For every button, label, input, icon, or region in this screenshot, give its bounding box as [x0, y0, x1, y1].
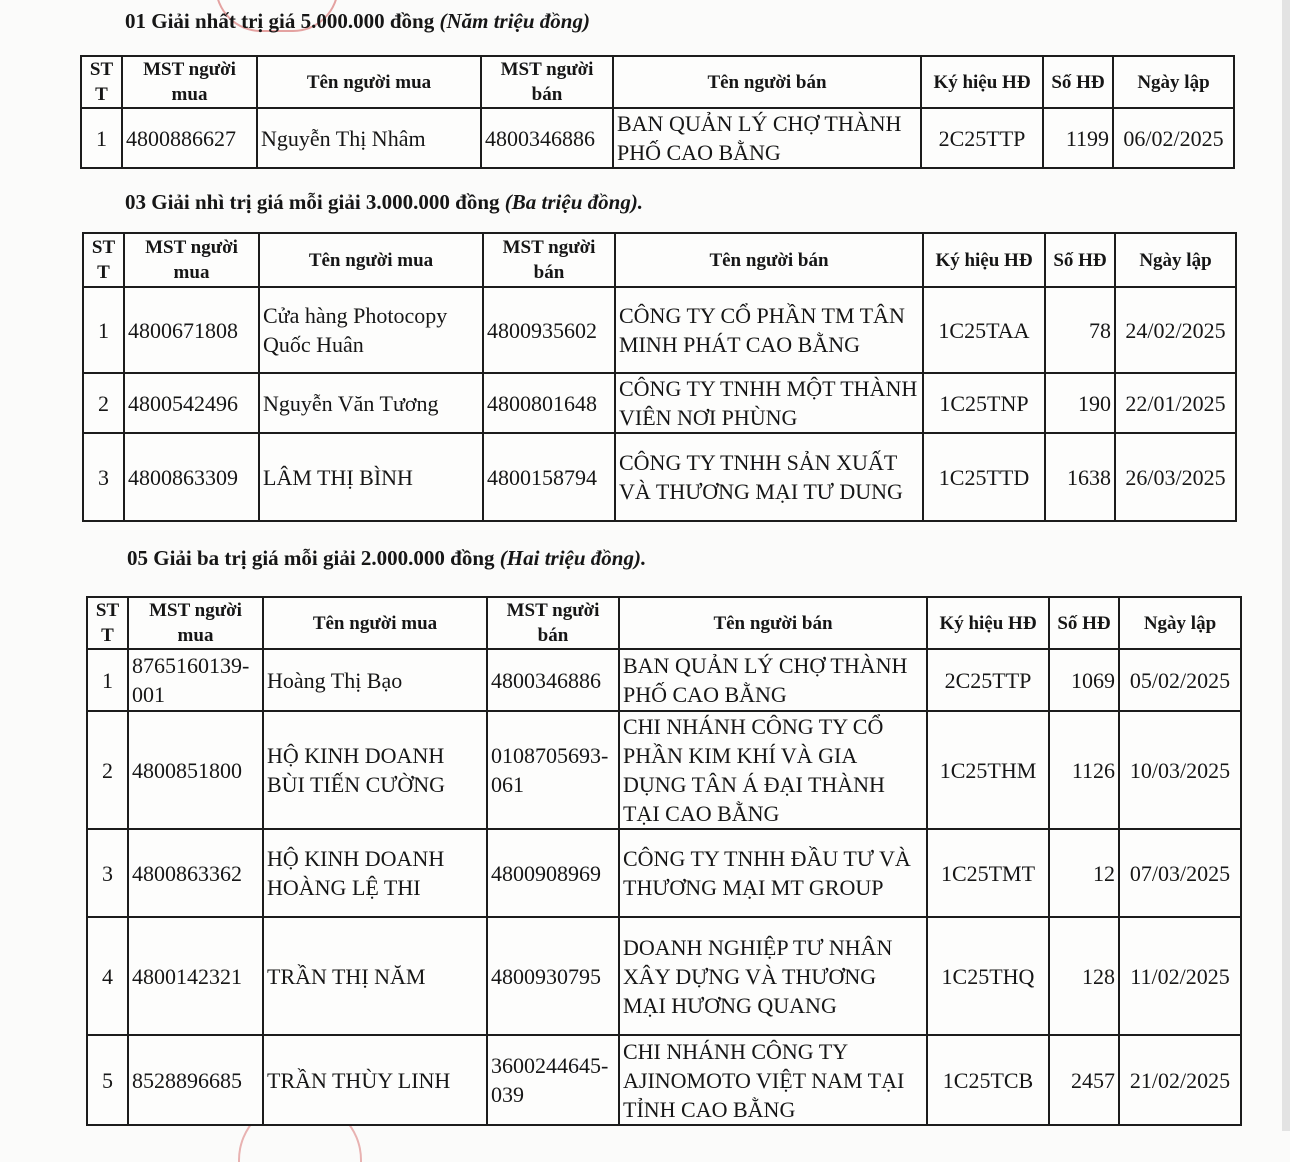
prize1-heading-note: (Năm triệu đồng): [439, 9, 590, 33]
cell-ky-hieu: 1C25TCB: [927, 1035, 1049, 1125]
header-ngay-lap: Ngày lập: [1115, 233, 1236, 287]
prize1-heading-text: 01 Giải nhất trị giá 5.000.000 đồng: [125, 9, 435, 33]
header-ngay-lap: Ngày lập: [1119, 597, 1241, 649]
cell-mst-mua: 4800142321: [128, 917, 263, 1035]
cell-ten-mua: TRẦN THÙY LINH: [263, 1035, 487, 1125]
cell-ngay-lap: 10/03/2025: [1119, 711, 1241, 829]
header-row: [81, 56, 1234, 108]
cell-stt: 1: [87, 649, 128, 711]
header-ten-ban: Tên người bán: [613, 56, 921, 108]
cell-stt: 2: [83, 373, 124, 433]
cell-ky-hieu: 1C25THM: [927, 711, 1049, 829]
header-mst-mua: MST người mua: [128, 597, 263, 649]
table-row: [83, 287, 1236, 373]
header-stt: ST T: [81, 56, 122, 108]
cell-stt: 3: [83, 433, 124, 521]
header-ten-mua: Tên người mua: [263, 597, 487, 649]
prize2-table: [82, 232, 1237, 522]
header-ten-mua: Tên người mua: [257, 56, 481, 108]
header-ky-hieu: Ký hiệu HĐ: [923, 233, 1045, 287]
header-ky-hieu: Ký hiệu HĐ: [921, 56, 1043, 108]
cell-mst-mua: 8528896685: [128, 1035, 263, 1125]
header-ten-ban: Tên người bán: [615, 233, 923, 287]
cell-ten-mua: Cửa hàng Photocopy Quốc Huân: [259, 287, 483, 373]
table-row: [87, 1035, 1241, 1125]
header-ten-mua: Tên người mua: [259, 233, 483, 287]
cell-ten-mua: Hoàng Thị Bạo: [263, 649, 487, 711]
cell-mst-ban: 4800935602: [483, 287, 615, 373]
cell-ten-ban: CÔNG TY TNHH MỘT THÀNH VIÊN NƠI PHÙNG: [615, 373, 923, 433]
cell-ngay-lap: 07/03/2025: [1119, 829, 1241, 917]
cell-so-hd: 190: [1045, 373, 1115, 433]
cell-ngay-lap: 21/02/2025: [1119, 1035, 1241, 1125]
cell-stt: 2: [87, 711, 128, 829]
header-row: [83, 233, 1236, 287]
cell-mst-ban: 3600244645-039: [487, 1035, 619, 1125]
cell-ky-hieu: 1C25TMT: [927, 829, 1049, 917]
prize3-heading-note: (Hai triệu đồng).: [499, 546, 647, 570]
header-so-hd: Số HĐ: [1045, 233, 1115, 287]
cell-mst-mua: 4800886627: [122, 108, 257, 168]
header-stt: ST T: [83, 233, 124, 287]
page-edge-shadow: [1282, 0, 1290, 1131]
header-mst-ban: MST người bán: [487, 597, 619, 649]
cell-ngay-lap: 22/01/2025: [1115, 373, 1236, 433]
header-stt: ST T: [87, 597, 128, 649]
cell-ky-hieu: 1C25TNP: [923, 373, 1045, 433]
cell-ten-ban: CÔNG TY TNHH ĐẦU TƯ VÀ THƯƠNG MẠI MT GROUP: [619, 829, 927, 917]
cell-ky-hieu: 1C25THQ: [927, 917, 1049, 1035]
cell-ten-ban: DOANH NGHIỆP TƯ NHÂN XÂY DỰNG VÀ THƯƠNG MẠI HƯƠNG QUANG: [619, 917, 927, 1035]
cell-stt: 1: [81, 108, 122, 168]
cell-stt: 5: [87, 1035, 128, 1125]
cell-mst-ban: 4800346886: [481, 108, 613, 168]
cell-ten-mua: HỘ KINH DOANH BÙI TIẾN CƯỜNG: [263, 711, 487, 829]
cell-mst-ban: 4800801648: [483, 373, 615, 433]
table-row: [83, 433, 1236, 521]
cell-so-hd: 1069: [1049, 649, 1119, 711]
cell-ten-mua: Nguyễn Văn Tương: [259, 373, 483, 433]
cell-stt: 3: [87, 829, 128, 917]
cell-ten-mua: TRẦN THỊ NĂM: [263, 917, 487, 1035]
cell-ngay-lap: 24/02/2025: [1115, 287, 1236, 373]
table-row: [87, 649, 1241, 711]
cell-stt: 1: [83, 287, 124, 373]
cell-ten-ban: CHI NHÁNH CÔNG TY AJINOMOTO VIỆT NAM TẠI TỈNH CAO BẰNG: [619, 1035, 927, 1125]
header-mst-ban: MST người bán: [481, 56, 613, 108]
cell-so-hd: 2457: [1049, 1035, 1119, 1125]
cell-ten-mua: HỘ KINH DOANH HOÀNG LỆ THI: [263, 829, 487, 917]
prize3-table: [86, 596, 1242, 1126]
cell-ky-hieu: 2C25TTP: [927, 649, 1049, 711]
cell-mst-ban: 4800158794: [483, 433, 615, 521]
cell-mst-ban: 0108705693-061: [487, 711, 619, 829]
header-mst-mua: MST người mua: [124, 233, 259, 287]
cell-mst-ban: 4800346886: [487, 649, 619, 711]
cell-so-hd: 78: [1045, 287, 1115, 373]
cell-ten-ban: CHI NHÁNH CÔNG TY CỔ PHẦN KIM KHÍ VÀ GIA DỤNG TÂN Á ĐẠI THÀNH TẠI CAO BẰNG: [619, 711, 927, 829]
cell-ten-mua: Nguyễn Thị Nhâm: [257, 108, 481, 168]
table-row: [83, 373, 1236, 433]
cell-mst-mua: 8765160139-001: [128, 649, 263, 711]
table-row: [87, 829, 1241, 917]
cell-mst-mua: 4800671808: [124, 287, 259, 373]
header-so-hd: Số HĐ: [1043, 56, 1113, 108]
header-so-hd: Số HĐ: [1049, 597, 1119, 649]
header-mst-ban: MST người bán: [483, 233, 615, 287]
cell-mst-mua: 4800863309: [124, 433, 259, 521]
cell-ky-hieu: 1C25TAA: [923, 287, 1045, 373]
cell-so-hd: 1126: [1049, 711, 1119, 829]
header-ten-ban: Tên người bán: [619, 597, 927, 649]
header-row: [87, 597, 1241, 649]
cell-so-hd: 1199: [1043, 108, 1113, 168]
prize3-heading: [127, 546, 646, 571]
cell-ngay-lap: 05/02/2025: [1119, 649, 1241, 711]
cell-ten-ban: BAN QUẢN LÝ CHỢ THÀNH PHỐ CAO BẰNG: [619, 649, 927, 711]
cell-ten-mua: LÂM THỊ BÌNH: [259, 433, 483, 521]
cell-stt: 4: [87, 917, 128, 1035]
cell-ten-ban: BAN QUẢN LÝ CHỢ THÀNH PHỐ CAO BẰNG: [613, 108, 921, 168]
table-row: [87, 917, 1241, 1035]
table-row: [81, 108, 1234, 168]
prize3-heading-text: 05 Giải ba trị giá mỗi giải 2.000.000 đồng: [127, 546, 495, 570]
cell-ten-ban: CÔNG TY CỔ PHẦN TM TÂN MINH PHÁT CAO BẰNG: [615, 287, 923, 373]
header-ngay-lap: Ngày lập: [1113, 56, 1234, 108]
cell-ky-hieu: 2C25TTP: [921, 108, 1043, 168]
prize1-table: [80, 55, 1235, 169]
cell-ngay-lap: 11/02/2025: [1119, 917, 1241, 1035]
header-ky-hieu: Ký hiệu HĐ: [927, 597, 1049, 649]
cell-mst-mua: 4800542496: [124, 373, 259, 433]
cell-ten-ban: CÔNG TY TNHH SẢN XUẤT VÀ THƯƠNG MẠI TƯ DUNG: [615, 433, 923, 521]
cell-ky-hieu: 1C25TTD: [923, 433, 1045, 521]
cell-mst-mua: 4800863362: [128, 829, 263, 917]
cell-mst-ban: 4800908969: [487, 829, 619, 917]
prize2-heading: [125, 190, 643, 215]
cell-mst-mua: 4800851800: [128, 711, 263, 829]
prize2-heading-note: (Ba triệu đồng).: [504, 190, 644, 214]
cell-ngay-lap: 26/03/2025: [1115, 433, 1236, 521]
cell-so-hd: 12: [1049, 829, 1119, 917]
prize2-heading-text: 03 Giải nhì trị giá mỗi giải 3.000.000 đồng: [125, 190, 500, 214]
table-row: [87, 711, 1241, 829]
cell-ngay-lap: 06/02/2025: [1113, 108, 1234, 168]
cell-so-hd: 128: [1049, 917, 1119, 1035]
header-mst-mua: MST người mua: [122, 56, 257, 108]
prize1-heading: [125, 9, 590, 34]
cell-mst-ban: 4800930795: [487, 917, 619, 1035]
cell-so-hd: 1638: [1045, 433, 1115, 521]
